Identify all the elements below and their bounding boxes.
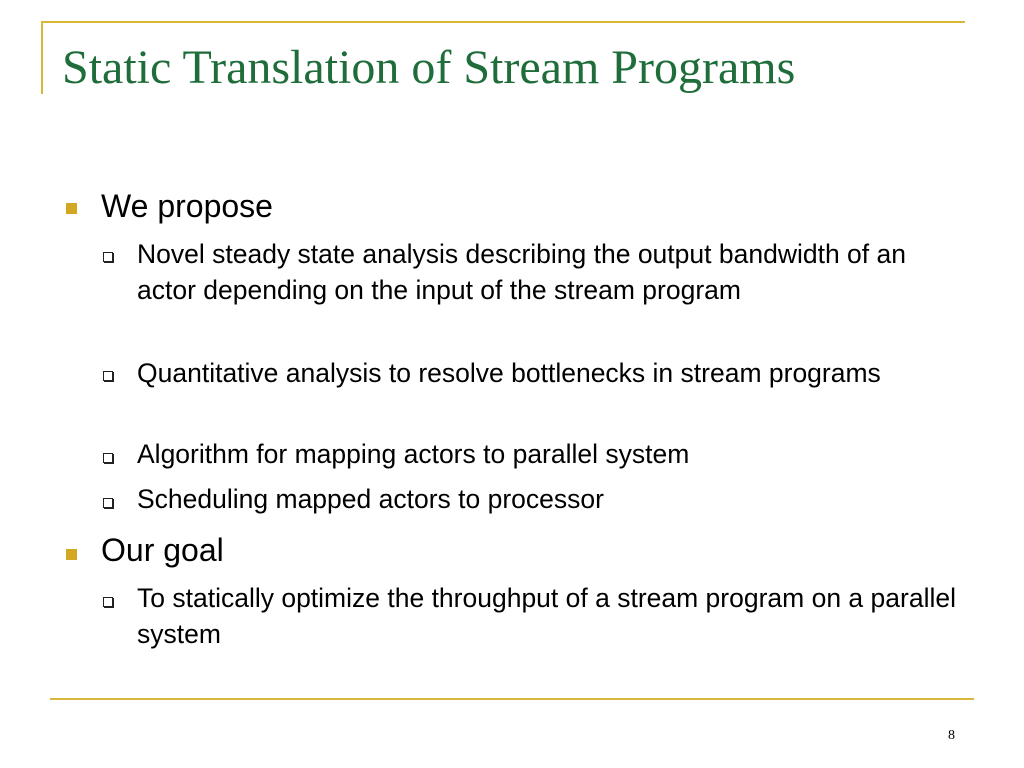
- bottom-rule: [50, 698, 974, 700]
- square-bullet-icon: [66, 203, 77, 214]
- sub-bullet-item: Quantitative analysis to resolve bottlenecks in stream programs: [137, 358, 881, 388]
- sub-bullet-item: Algorithm for mapping actors to parallel system: [137, 439, 690, 469]
- sub-bullet-item: Novel steady state analysis describing the output bandwidth of an actor depending on the input of the stream program: [137, 239, 906, 305]
- bullet-item: Our goal: [101, 532, 224, 568]
- hollow-square-bullet-icon: [103, 371, 113, 381]
- bullet-item: We propose: [101, 188, 273, 224]
- hollow-square-bullet-icon: [103, 252, 113, 262]
- hollow-square-bullet-icon: [103, 498, 113, 508]
- sub-bullet-item: To statically optimize the throughput of a stream program on a parallel system: [137, 583, 956, 649]
- sub-bullet-item: Scheduling mapped actors to processor: [137, 484, 604, 514]
- hollow-square-bullet-icon: [103, 597, 113, 607]
- square-bullet-icon: [66, 549, 77, 560]
- slide-title: Static Translation of Stream Programs: [62, 41, 796, 94]
- page-number: 8: [948, 728, 955, 743]
- hollow-square-bullet-icon: [103, 453, 113, 463]
